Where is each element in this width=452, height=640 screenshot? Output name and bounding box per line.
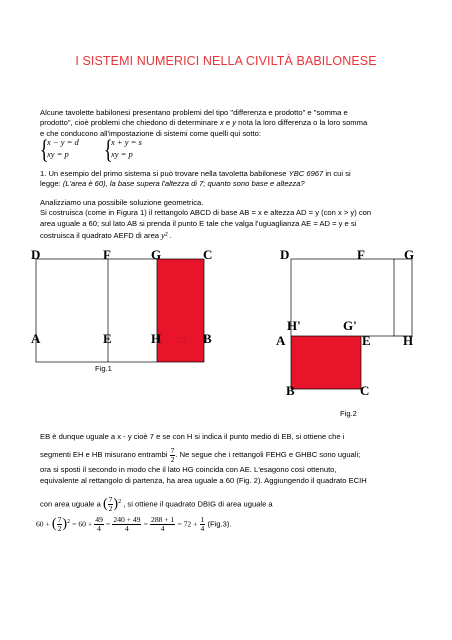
fig1-label-h: H bbox=[151, 331, 162, 346]
fig1-label-g: G bbox=[151, 247, 162, 262]
conclusion-paragraph bbox=[40, 432, 435, 512]
example-line-2: legge: (L'area è 60), la base supera l'altezza di 7; quanto sono base e altezza? bbox=[40, 179, 305, 189]
fig2-label-h: H bbox=[403, 333, 414, 348]
fig2-label-h-prime: H' bbox=[287, 318, 301, 333]
example-line-1: 1. Un esempio del primo sistema si può trovare nella tavoletta babilonese YBC 6967 in cui si bbox=[40, 169, 351, 178]
fig2-label-c: C bbox=[360, 383, 370, 398]
fig1-label-f: F bbox=[103, 247, 111, 262]
conclusion-line-2: segmenti EH e HB misurano entrambi $\frac{7}{2}$ . Ne segue che i rettangoli FEHG e GHBC sono uguali; bbox=[40, 445, 361, 464]
conclusion-line-3: ora si sposti il secondo in modo che il lato HG coincida con AE. L'esagono così ottenuto, bbox=[40, 465, 337, 475]
analysis-line-1: Analizziamo una possibile soluzione geometrica. bbox=[40, 198, 204, 207]
fig1-label-a: A bbox=[31, 331, 41, 346]
fig1-label-c: C bbox=[203, 247, 213, 262]
fig1-label-e: E bbox=[103, 331, 112, 346]
page-title: I SISTEMI NUMERICI NELLA CIVILTÀ BABILONESE bbox=[75, 54, 377, 68]
analysis-line-4: costruisca il quadrato AEFD di area y² . bbox=[40, 230, 172, 241]
fig2-label-e: E bbox=[362, 333, 371, 348]
conclusion-line-1: EB è dunque uguale a x - y cioè 7 e se con H si indica il punto medio di EB, si ottiene che i bbox=[40, 432, 345, 441]
analysis-paragraph bbox=[40, 198, 430, 242]
system-1-eq-2: xy = p bbox=[47, 149, 69, 159]
example-paragraph bbox=[40, 169, 425, 190]
conclusion-line-4: equivalente al rettangolo di partenza, ha area uguale a 60 (Fig. 2). Aggiungendo il quadrato ECIH bbox=[40, 475, 367, 485]
fig2-label-b: B bbox=[286, 383, 295, 398]
intro-line-2: prodotto", cioè problemi che chiedono di determinare x e y nota la loro differenza o la loro somma bbox=[40, 118, 368, 128]
intro-line-1: Alcune tavolette babilonesi presentano problemi del tipo "differenza e prodotto" e "somma e bbox=[40, 108, 348, 117]
analysis-line-2: Si costruisca (come in Figura 1) il rettangolo ABCD di base AB = x e altezza AD = y (con x > y) con bbox=[40, 208, 372, 218]
fig2-label-g-prime: G' bbox=[343, 318, 357, 333]
conclusion-line-5: con area uguale a ( $\frac{7}{2}$ )$^2$ , si ottiene il quadrato DBIG di area uguale a bbox=[40, 495, 273, 514]
system-2-eq-1: x + y = s bbox=[111, 137, 142, 147]
analysis-line-3: area uguale a 60; sul lato AB si prenda il punto E tale che valga l'uguaglianza AE = AD = y e si bbox=[40, 218, 357, 228]
fig1-red-rectangle bbox=[157, 259, 204, 362]
system-2-eq-2: xy = p bbox=[111, 149, 133, 159]
fig1-half-label: 7/2 bbox=[176, 335, 187, 345]
fig1-label-d: D bbox=[31, 247, 41, 262]
intro-line-3: e che conducono all'impostazione di sistemi come quelli qui sotto: bbox=[40, 128, 261, 138]
system-1-eq-1: x − y = d bbox=[47, 137, 79, 147]
fig1-caption: Fig.1 bbox=[95, 364, 112, 373]
fig2-red-rectangle bbox=[291, 336, 361, 389]
fig2-label-a: A bbox=[276, 333, 286, 348]
figure-2 bbox=[230, 240, 452, 400]
fig2-label-g: G bbox=[404, 247, 415, 262]
formula: 60 + ( $\frac{7}{2}$ )$^2$ = 60 + $\frac{49}{4}$ = $\frac{240 + 49}{4}$ = $\frac{288 + 1}{4}$ = 72 + $\frac{1}{4}$ (Fig.3). bbox=[36, 515, 232, 534]
fig2-label-d: D bbox=[280, 247, 290, 262]
intro-paragraph bbox=[40, 108, 420, 139]
fig2-label-f: F bbox=[357, 247, 365, 262]
fraction-seven-halves: $\frac{7}{2}$ bbox=[170, 445, 175, 464]
fig1-label-b: B bbox=[203, 331, 212, 346]
fig2-caption: Fig.2 bbox=[340, 409, 357, 418]
